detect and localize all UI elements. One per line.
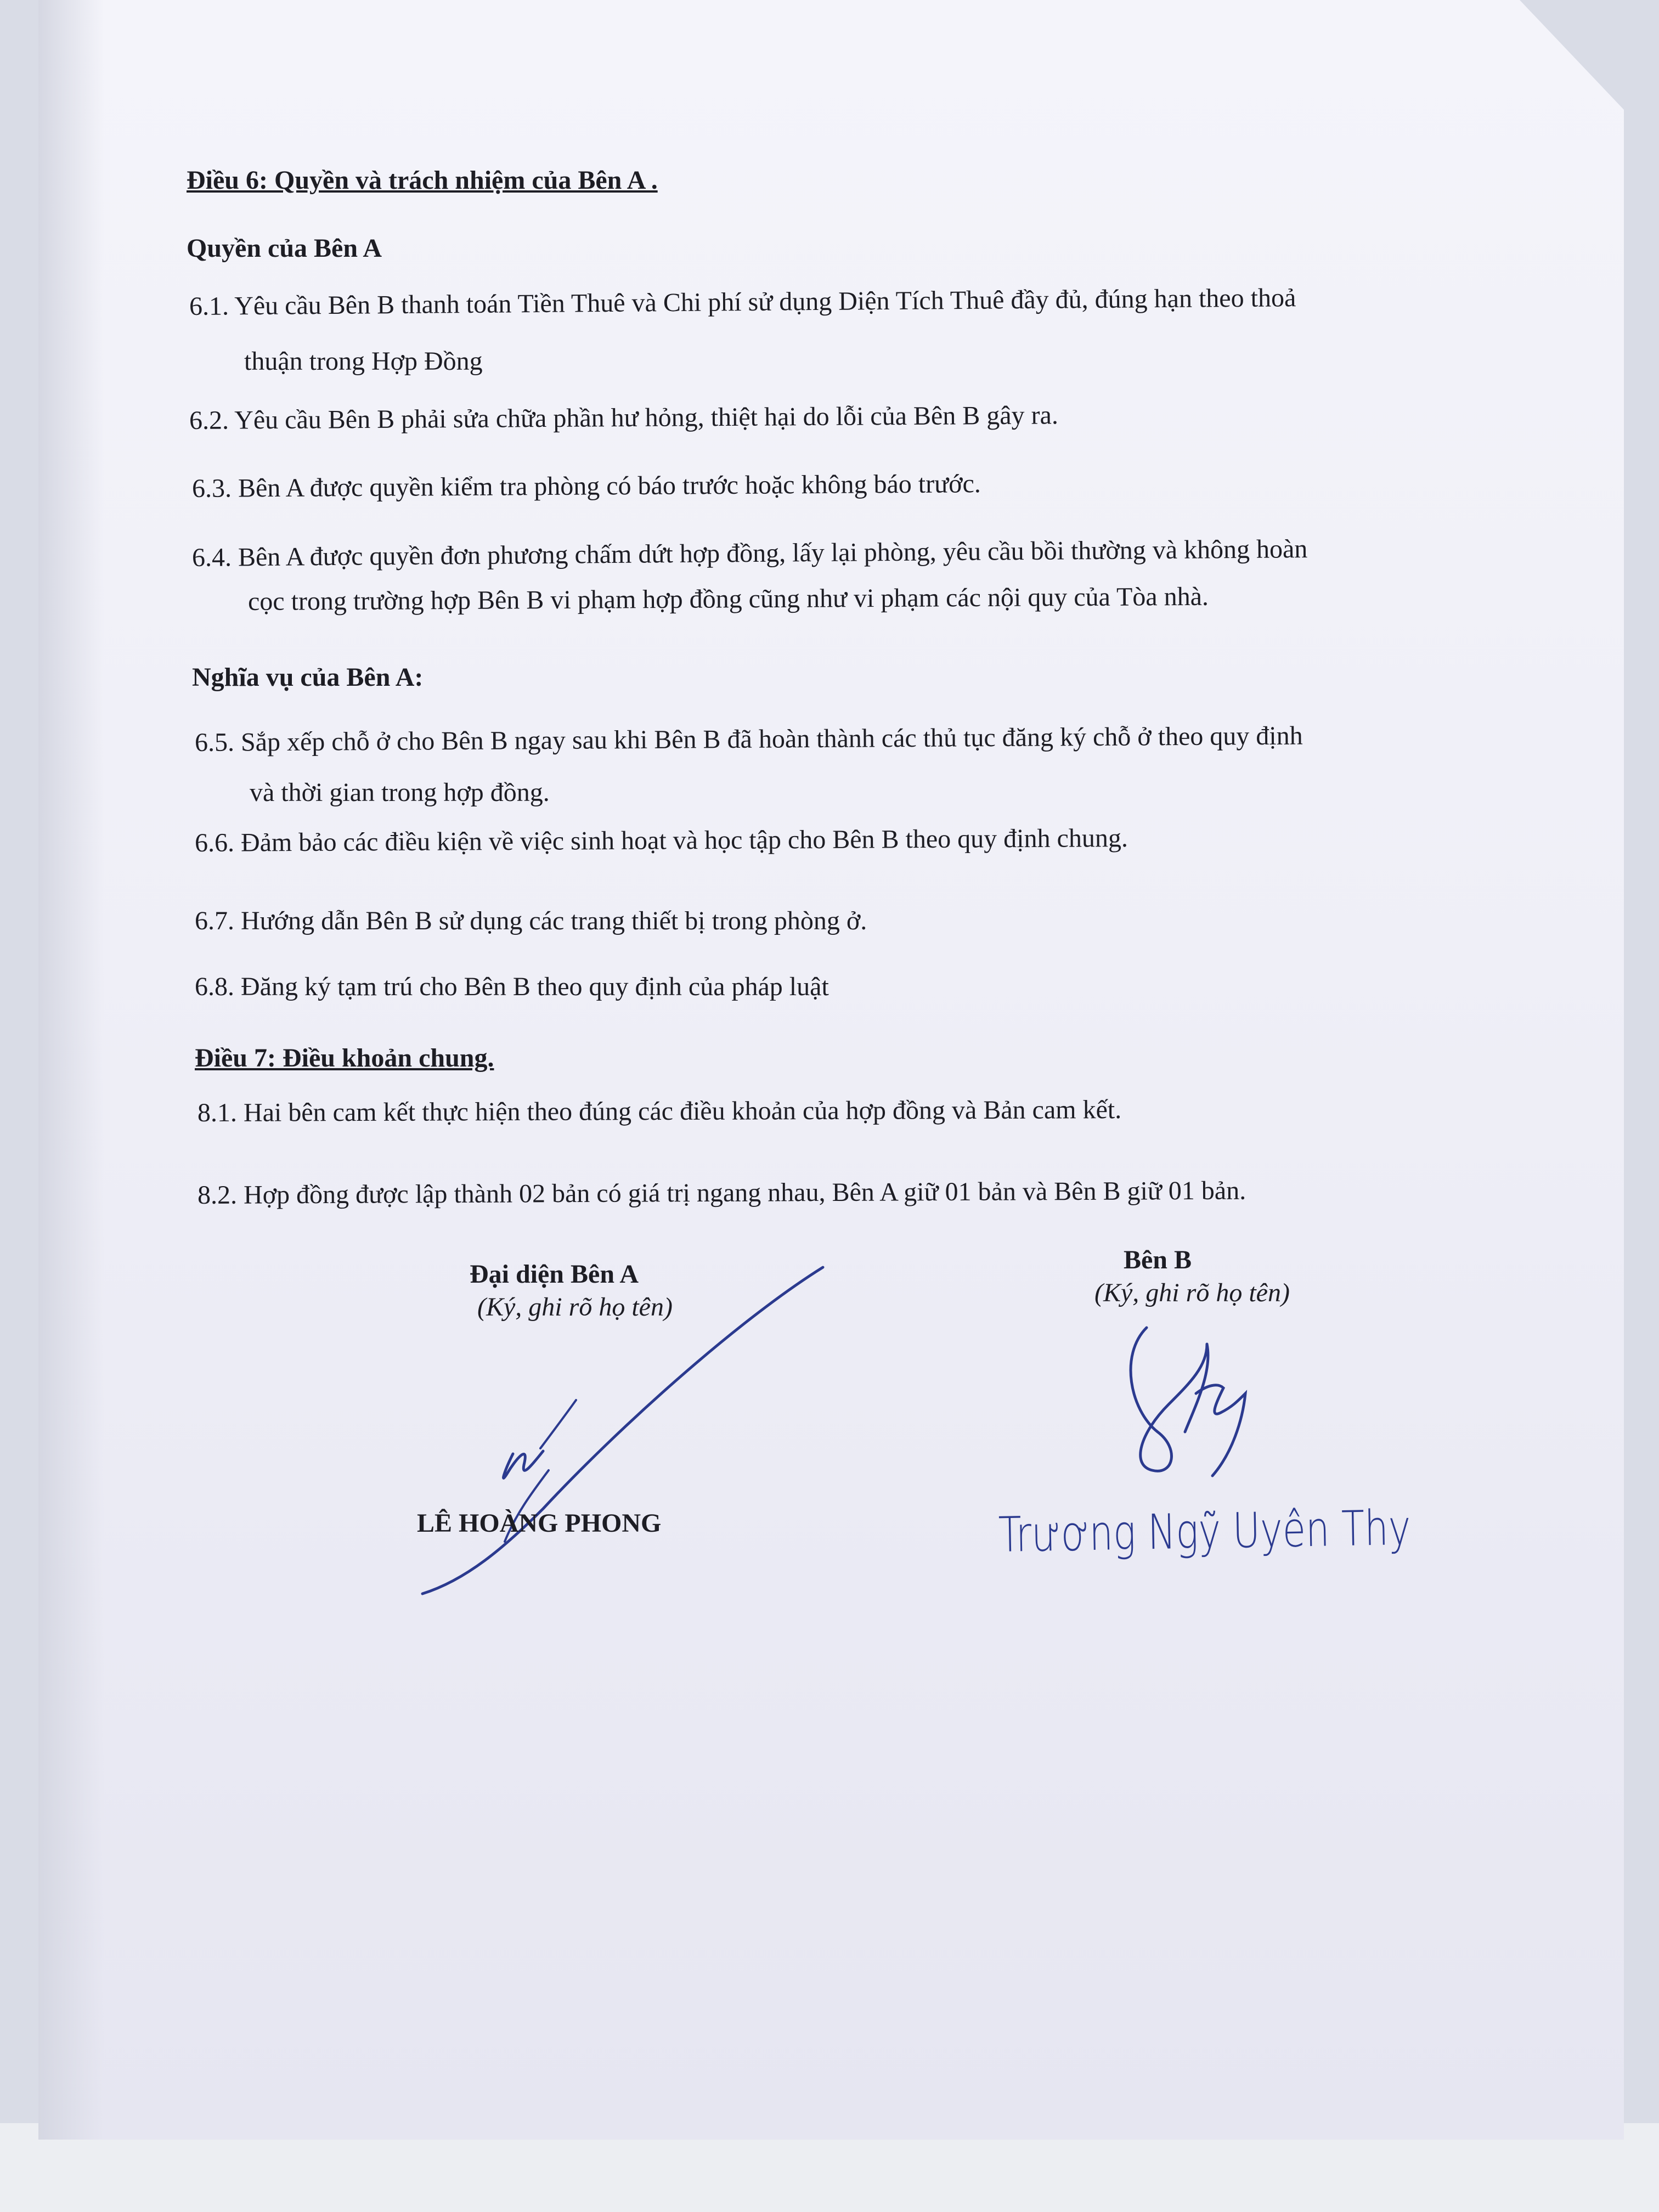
party-a-note: (Ký, ghi rõ họ tên): [477, 1293, 673, 1322]
item-6-7: [195, 905, 867, 937]
item-6-2: [189, 399, 1058, 436]
article-6-title: Điều 6: Quyền và trách nhiệm của Bên A .: [187, 166, 658, 195]
item-8-1: [198, 1094, 1121, 1128]
party-a-name: LÊ HOÀNG PHONG: [417, 1509, 662, 1538]
item-text: Hợp đồng được lập thành 02 bản có giá trị ngang nhau, Bên A giữ 01 bản và Bên B giữ 01 bản.: [243, 1176, 1246, 1210]
duties-heading: Nghĩa vụ của Bên A:: [192, 663, 424, 692]
item-number: 8.2.: [197, 1180, 238, 1210]
item-text: Hai bên cam kết thực hiện theo đúng các điều khoản của hợp đồng và Bản cam kết.: [243, 1095, 1122, 1127]
item-text: Bên A được quyền kiểm tra phòng có báo trước hoặc không báo trước.: [238, 469, 981, 503]
item-number: 6.5.: [194, 727, 235, 757]
party-a-signature: [406, 1256, 845, 1607]
party-b-note: (Ký, ghi rõ họ tên): [1094, 1278, 1290, 1307]
item-6-6: [195, 822, 1128, 859]
item-6-5: [195, 720, 1303, 759]
item-number: 6.6.: [194, 828, 235, 857]
item-number: 8.1.: [197, 1098, 238, 1127]
party-b-signature: [1114, 1322, 1278, 1487]
item-text: Hướng dẫn Bên B sử dụng các trang thiết bị trong phòng ở.: [241, 906, 867, 935]
item-6-8: [195, 971, 829, 1003]
item-8-2: [198, 1175, 1246, 1211]
item-6-1-cont: thuận trong Hợp Đồng: [244, 347, 483, 376]
article-7-title: Điều 7: Điều khoản chung.: [195, 1043, 494, 1073]
item-text: Yêu cầu Bên B phải sửa chữa phần hư hỏng, thiệt hại do lỗi của Bên B gây ra.: [234, 400, 1059, 435]
party-b-handwritten-name: Trương Ngỹ Uyên Thy: [998, 1499, 1412, 1563]
item-number: 6.8.: [195, 972, 234, 1001]
item-6-3: [192, 468, 981, 504]
item-number: 6.2.: [189, 405, 229, 435]
rights-heading: Quyền của Bên A: [187, 234, 382, 263]
item-number: 6.3.: [191, 473, 232, 503]
item-number: 6.4.: [191, 543, 232, 572]
item-number: 6.7.: [195, 906, 234, 935]
item-6-4-cont: cọc trong trường hợp Bên B vi phạm hợp đồng cũng như vi phạm các nội quy của Tòa nhà.: [247, 582, 1209, 616]
item-text: Đăng ký tạm trú cho Bên B theo quy định của pháp luật: [241, 972, 829, 1001]
item-number: 6.1.: [189, 291, 229, 321]
page-shadow-edge: [38, 0, 104, 2140]
item-text: Sắp xếp chỗ ở cho Bên B ngay sau khi Bên B đã hoàn thành các thủ tục đăng ký chỗ ở theo quy định: [240, 721, 1303, 757]
item-text: Bên A được quyền đơn phương chấm dứt hợp đồng, lấy lại phòng, yêu cầu bồi thường và không hoàn: [238, 534, 1308, 572]
item-text: Đảm bảo các điều kiện về việc sinh hoạt và học tập cho Bên B theo quy định chung.: [240, 823, 1128, 857]
item-6-5-cont: và thời gian trong hợp đồng.: [250, 778, 550, 807]
item-text: Yêu cầu Bên B thanh toán Tiền Thuê và Chi phí sử dụng Diện Tích Thuê đầy đủ, đúng hạn theo thoả: [234, 283, 1296, 321]
party-b-label: Bên B: [1123, 1245, 1192, 1274]
party-a-label: Đại diện Bên A: [469, 1260, 639, 1289]
